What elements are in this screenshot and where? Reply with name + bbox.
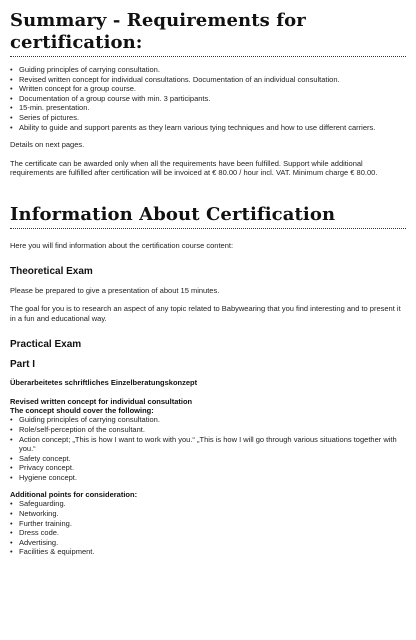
summary-title: Summary - Requirements for certification:	[10, 10, 406, 57]
info-title: Information About Certification	[10, 204, 406, 229]
theoretical-exam-heading: Theoretical Exam	[10, 265, 93, 277]
list-item: • Safeguarding.	[10, 499, 406, 509]
list-item: • Safety concept.	[10, 454, 406, 464]
german-concept-title: Überarbeitetes schriftliches Einzelberatungskonzept	[10, 378, 198, 388]
requirements-list	[10, 65, 406, 132]
list-item: • Written concept for a group course.	[10, 84, 406, 94]
theoretical-p1: Please be prepared to give a presentation of about 15 minutes.	[10, 285, 220, 295]
list-item: • Guiding principles of carrying consultation.	[10, 415, 406, 425]
practical-exam-heading: Practical Exam	[10, 339, 82, 351]
list-item: • Ability to guide and support parents as they learn various tying techniques and how to use different carriers.	[10, 123, 406, 133]
list-item: • Dress code.	[10, 528, 406, 538]
part-heading: Part I	[10, 359, 36, 371]
theoretical-p2: The goal for you is to research an aspect of any topic related to Babywearing that you find interesting and to present it in a fun and educational way.	[10, 304, 401, 323]
list-item: • Further training.	[10, 519, 406, 529]
list-item: • Role/self-perception of the consultant.	[10, 425, 406, 435]
list-item: • Documentation of a group course with min. 3 participants.	[10, 94, 406, 104]
list-item: • Series of pictures.	[10, 113, 406, 123]
details-note: Details on next pages.	[10, 140, 85, 150]
list-item: • Action concept; „This is how I want to work with you.“ „This is how I will go through various situations together with you.“	[10, 435, 406, 454]
list-item: • Networking.	[10, 509, 406, 519]
list-item: • Facilities & equipment.	[10, 547, 406, 557]
list-item: • 15-min. presentation.	[10, 103, 406, 113]
concept-list	[10, 415, 406, 482]
list-item: • Revised written concept for individual consultations. Documentation of an individual consultation.	[10, 75, 406, 85]
additional-title: Additional points for consideration:	[10, 490, 138, 500]
fee-note: The certificate can be awarded only when all the requirements have been fulfilled. Support while additional requirements are fulfilled after certification will be invoiced at € 80.00 / hour incl. VAT. Minimum charge € 80.00.	[10, 158, 378, 178]
concept-title: Revised written concept for individual consultation	[10, 397, 193, 407]
list-item: • Privacy concept.	[10, 463, 406, 473]
list-item: • Hygiene concept.	[10, 473, 406, 483]
list-item: • Advertising.	[10, 538, 406, 548]
info-intro: Here you will find information about the certification course content:	[10, 240, 234, 250]
concept-subtitle: The concept should cover the following:	[10, 406, 154, 416]
list-item: • Guiding principles of carrying consultation.	[10, 65, 406, 75]
additional-list	[10, 499, 406, 557]
